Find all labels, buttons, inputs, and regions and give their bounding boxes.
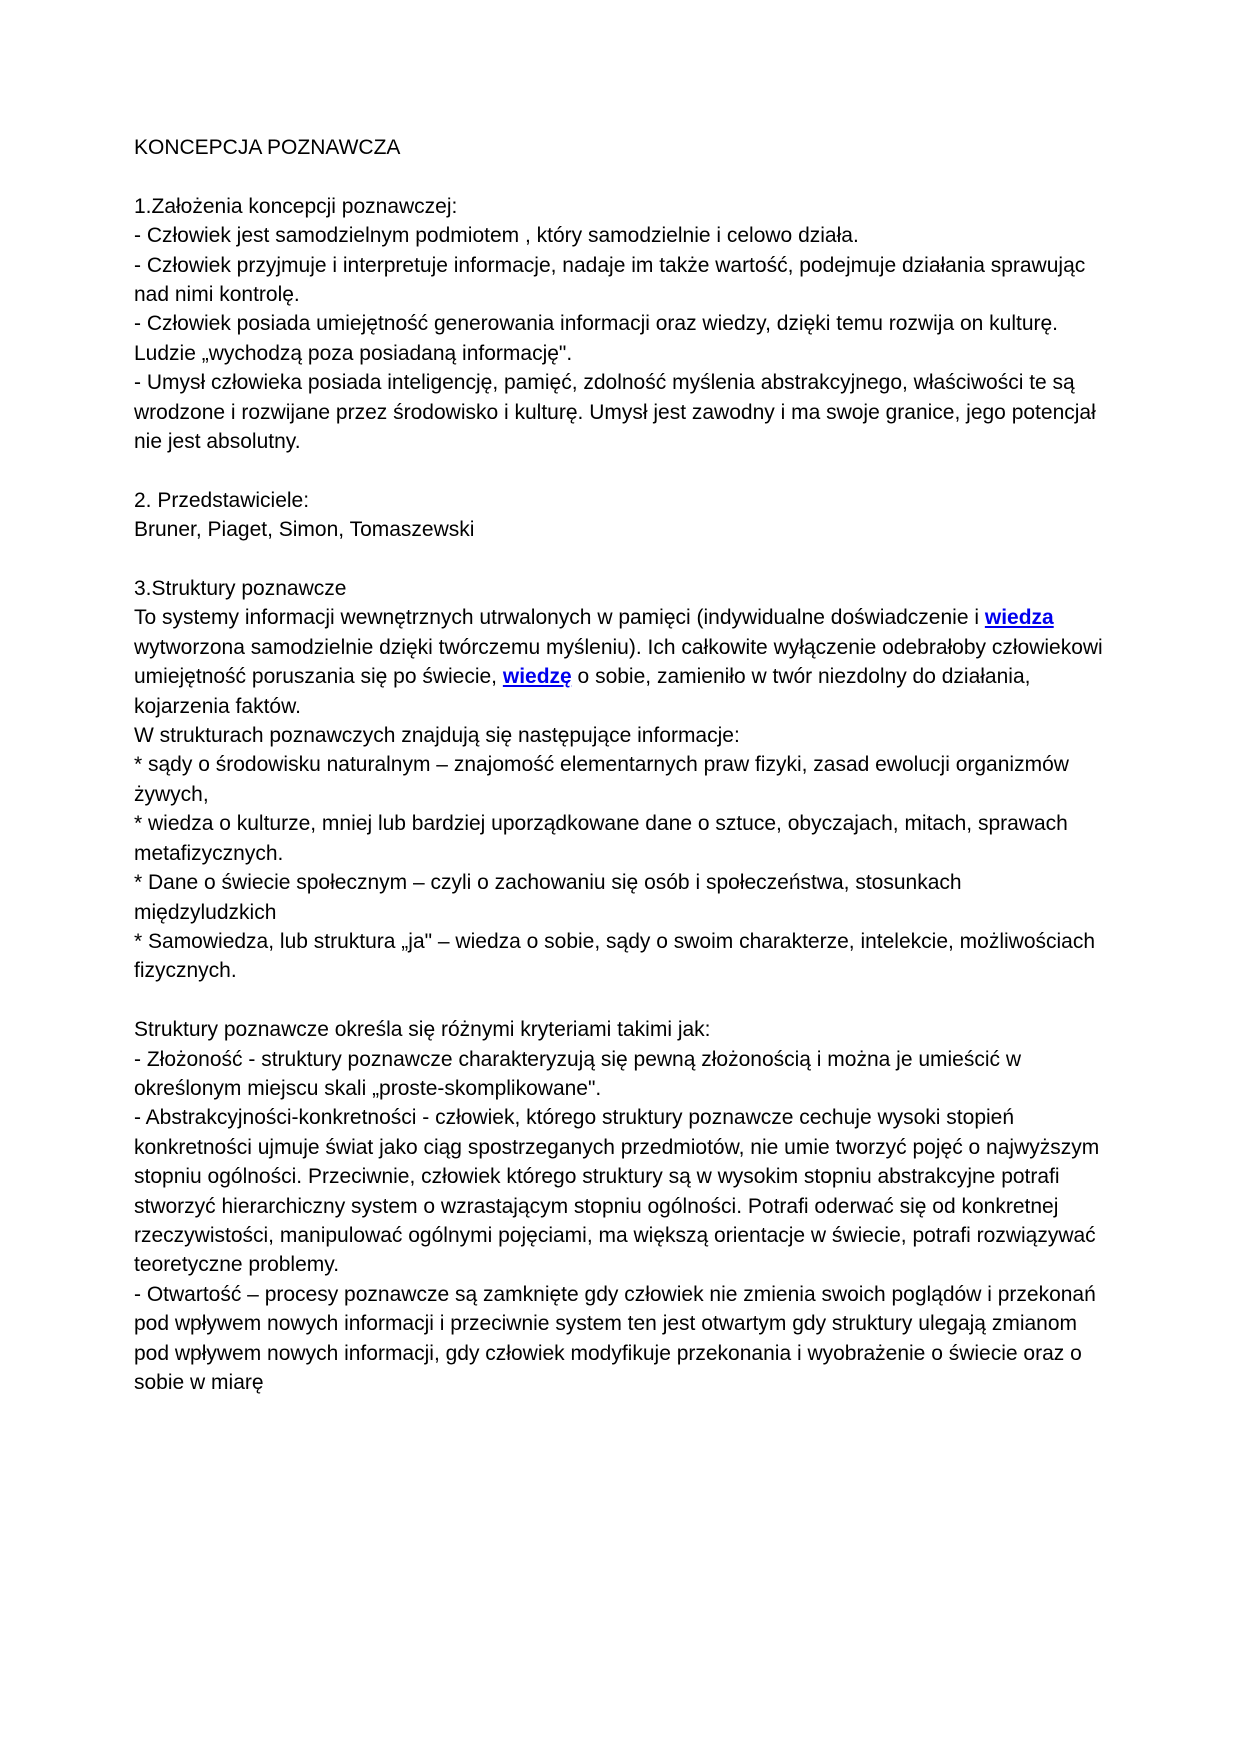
text-line [134, 192, 1109, 221]
text-run: - Umysł człowieka posiada inteligencję, pamięć, zdolność myślenia abstrakcyjnego, właściwości te są wrodzone i rozwijane przez środowisko i kulturę. Umysł jest zawodny i ma swoje granice, jego potencjał nie jest absolutny. [134, 371, 1096, 454]
document-body [134, 192, 1109, 1398]
text-line [134, 750, 1109, 809]
text-run: 1.Założenia koncepcji poznawczej: [134, 194, 458, 218]
text-run: - Człowiek przyjmuje i interpretuje informacje, nadaje im także wartość, podejmuje działania sprawując nad nimi kontrolę. [134, 253, 1086, 307]
text-line [134, 603, 1109, 721]
text-run: * Dane o świecie społecznym – czyli o zachowaniu się osób i społeczeństwa, stosunkach międzyludzkich [134, 871, 962, 924]
text-line [134, 368, 1109, 456]
representatives-paragraph [134, 486, 1109, 545]
text-line [134, 515, 1109, 544]
text-run: 2. Przedstawiciele: [134, 488, 310, 512]
text-run: * Samowiedza, lub struktura „ja" – wiedza o sobie, sądy o swoim charakterze, intelekcie, możliwościach fizycznych. [134, 929, 1096, 983]
text-run: * sądy o środowisku naturalnym – znajomość elementarnych praw fizyki, zasad ewolucji organizmów żywych, [134, 753, 1069, 806]
text-run: Struktury poznawcze określa się różnymi kryteriami takimi jak: [134, 1018, 711, 1042]
text-line [134, 1103, 1109, 1279]
text-line [134, 574, 1109, 603]
wiedze-link[interactable]: wiedzę [502, 665, 572, 689]
text-line [134, 721, 1109, 750]
text-run: - Otwartość – procesy poznawcze są zamknięte gdy człowiek nie zmienia swoich poglądów i przekonań pod wpływem nowych informacji i przeciwnie system ten jest otwartym gdy struktury ulegają zmianom pod wpływem nowych informacji, gdy człowiek modyfikuje przekonania i wyobrażenie o świecie oraz o sobie w miarę [134, 1282, 1096, 1394]
text-run: To systemy informacji wewnętrznych utrwalonych w pamięci (indywidualne doświadczenie i [134, 606, 985, 630]
text-line [134, 251, 1109, 310]
document-title: KONCEPCJA POZNAWCZA [134, 136, 401, 159]
assumptions-paragraph [134, 192, 1109, 457]
text-run: - Człowiek jest samodzielnym podmiotem , który samodzielnie i celowo działa. [134, 224, 859, 248]
text-run: Bruner, Piaget, Simon, Tomaszewski [134, 518, 475, 542]
text-line [134, 868, 1109, 927]
text-run: W strukturach poznawczych znajdują się następujące informacje: [134, 724, 740, 748]
text-run: - Abstrakcyjności-konkretności - człowiek, którego struktury poznawcze cechuje wysoki stopień konkretności ujmuje świat jako ciąg spostrzeganych przedmiotów, nie umie tworzyć pojęć o najwyższym stopniu ogólności. Przeciwnie, człowiek którego struktury są w wysokim stopniu abstrakcyjne potrafi stworzyć hierarchiczny system o wzrastającym stopniu ogólności. Potrafi oderwać się od konkretnej rzeczywistości, manipulować ogólnymi pojęciami, ma większą orientacje w świecie, potrafi rozwiązywać teoretyczne problemy. [134, 1106, 1100, 1277]
text-line [134, 309, 1109, 368]
text-line [134, 486, 1109, 515]
text-run: - Złożoność - struktury poznawcze charakteryzują się pewną złożonością i można je umieścić w określonym miejscu skali „proste-skomplikowane". [134, 1047, 1022, 1100]
wiedza-link[interactable]: wiedza [984, 606, 1054, 630]
criteria-paragraph [134, 1015, 1109, 1397]
cognitive-structures-paragraph [134, 574, 1109, 986]
text-run: wytworzona samodzielnie dzięki twórczemu myśleniu). Ich całkowite wyłączenie odebrałoby człowiekowi umiejętność poruszania się po świecie, [134, 635, 1103, 689]
text-run: * wiedza o kulturze, mniej lub bardziej uporządkowane dane o sztuce, obyczajach, mitach, sprawach metafizycznych. [134, 812, 1068, 865]
text-run: o sobie, zamieniło w twór niezdolny do działania, kojarzenia faktów. [134, 665, 1031, 718]
text-line [134, 1045, 1109, 1104]
text-line [134, 1280, 1109, 1398]
text-run: - Człowiek posiada umiejętność generowania informacji oraz wiedzy, dzięki temu rozwija on kulturę. Ludzie „wychodzą poza posiadaną informację". [134, 312, 1059, 365]
text-line [134, 1015, 1109, 1044]
text-run: 3.Struktury poznawcze [134, 577, 347, 601]
text-line [134, 221, 1109, 250]
text-line [134, 927, 1109, 986]
text-line [134, 809, 1109, 868]
